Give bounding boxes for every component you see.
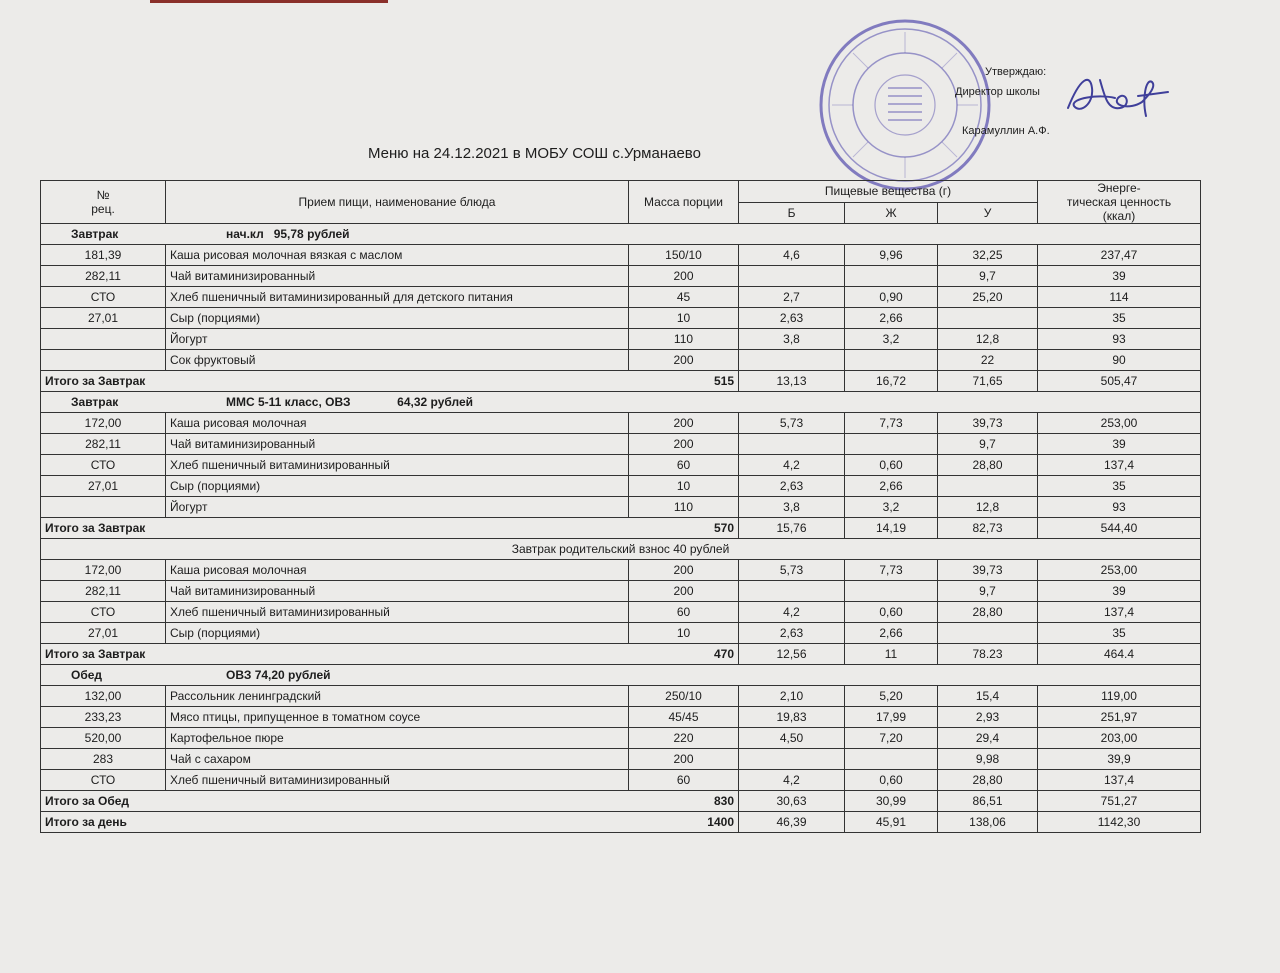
dish-fats: 3,2 [845,497,938,518]
dish-name: Хлеб пшеничный витаминизированный [166,455,629,476]
dish-mass: 200 [629,581,739,602]
dish-carbs: 39,73 [938,560,1038,581]
dish-row [41,560,1201,581]
dish-carbs: 12,8 [938,497,1038,518]
total-zh: 14,19 [845,518,938,539]
dish-fats: 0,60 [845,455,938,476]
dish-row [41,455,1201,476]
dish-proteins: 4,2 [739,602,845,623]
dish-kcal: 39 [1038,434,1201,455]
total-label-cell [41,812,739,833]
dish-carbs [938,308,1038,329]
dish-fats: 7,20 [845,728,938,749]
dish-row [41,434,1201,455]
dish-row [41,707,1201,728]
dish-recipe-num: 172,00 [41,413,166,434]
section-heading-row [41,224,1201,245]
dish-proteins: 5,73 [739,413,845,434]
dish-fats: 3,2 [845,329,938,350]
total-zh: 45,91 [845,812,938,833]
dish-row [41,308,1201,329]
dish-mass: 200 [629,749,739,770]
dish-fats: 2,66 [845,623,938,644]
dish-proteins: 3,8 [739,497,845,518]
dish-recipe-num: 27,01 [41,476,166,497]
dish-name: Чай витаминизированный [166,581,629,602]
total-u: 78.23 [938,644,1038,665]
section-info: ММС 5-11 класс, ОВЗ 64,32 рублей [226,395,474,409]
dish-fats [845,266,938,287]
dish-carbs: 12,8 [938,329,1038,350]
dish-recipe-num: 27,01 [41,308,166,329]
total-label: Итого за Обед [45,794,130,808]
dish-fats: 0,60 [845,602,938,623]
dish-name: Сыр (порциями) [166,476,629,497]
section-total-row [41,371,1201,392]
dish-fats: 0,60 [845,770,938,791]
header-mass: Масса порции [629,181,739,224]
dish-recipe-num: 132,00 [41,686,166,707]
header-u: У [938,202,1038,224]
page-title: Меню на 24.12.2021 в МОБУ СОШ с.Урманаево [368,145,701,162]
dish-kcal: 253,00 [1038,560,1201,581]
dish-proteins [739,581,845,602]
dish-kcal: 39 [1038,581,1201,602]
total-label-cell [41,644,739,665]
dish-recipe-num: 520,00 [41,728,166,749]
header-b: Б [739,202,845,224]
dish-row [41,476,1201,497]
header-zh: Ж [845,202,938,224]
section-heading-row [41,539,1201,560]
dish-recipe-num: СТО [41,455,166,476]
total-kcal: 544,40 [1038,518,1201,539]
dish-name: Каша рисовая молочная [166,560,629,581]
total-mass: 570 [713,521,734,535]
total-kcal: 751,27 [1038,791,1201,812]
dish-proteins [739,434,845,455]
total-u: 71,65 [938,371,1038,392]
dish-kcal: 237,47 [1038,245,1201,266]
dish-carbs: 9,7 [938,434,1038,455]
dish-carbs: 9,7 [938,266,1038,287]
dish-recipe-num: 283 [41,749,166,770]
total-u: 82,73 [938,518,1038,539]
dish-mass: 45 [629,287,739,308]
dish-name: Каша рисовая молочная вязкая с маслом [166,245,629,266]
dish-fats: 7,73 [845,413,938,434]
dish-proteins: 4,6 [739,245,845,266]
school-seal-stamp [818,18,993,193]
dish-recipe-num: 282,11 [41,266,166,287]
dish-name: Картофельное пюре [166,728,629,749]
top-edge-strip [150,0,388,3]
dish-mass: 200 [629,413,739,434]
dish-recipe-num: 282,11 [41,581,166,602]
dish-kcal: 35 [1038,308,1201,329]
dish-kcal: 203,00 [1038,728,1201,749]
section-meal: Обед [71,668,103,682]
dish-row [41,581,1201,602]
section-meal: Завтрак [71,395,119,409]
dish-recipe-num [41,497,166,518]
total-mass: 470 [713,647,734,661]
section-heading: Завтрак родительский взнос 40 рублей [41,539,1201,560]
dish-carbs [938,623,1038,644]
dish-proteins [739,749,845,770]
section-heading-row [41,392,1201,413]
dish-carbs: 39,73 [938,413,1038,434]
total-kcal: 464.4 [1038,644,1201,665]
dish-fats: 2,66 [845,308,938,329]
dish-row [41,770,1201,791]
dish-mass: 110 [629,497,739,518]
day-total-row [41,812,1201,833]
dish-kcal: 253,00 [1038,413,1201,434]
total-label-cell [41,371,739,392]
dish-name: Сыр (порциями) [166,623,629,644]
total-u: 86,51 [938,791,1038,812]
dish-kcal: 137,4 [1038,455,1201,476]
dish-recipe-num: 27,01 [41,623,166,644]
total-kcal: 505,47 [1038,371,1201,392]
dish-kcal: 251,97 [1038,707,1201,728]
dish-mass: 220 [629,728,739,749]
dish-proteins [739,266,845,287]
dish-carbs: 9,98 [938,749,1038,770]
dish-carbs: 9,7 [938,581,1038,602]
dish-mass: 10 [629,308,739,329]
dish-kcal: 119,00 [1038,686,1201,707]
section-total-row [41,518,1201,539]
section-total-row [41,644,1201,665]
total-b: 13,13 [739,371,845,392]
dish-name: Мясо птицы, припущенное в томатном соусе [166,707,629,728]
dish-proteins: 5,73 [739,560,845,581]
dish-kcal: 39,9 [1038,749,1201,770]
dish-kcal: 39 [1038,266,1201,287]
dish-proteins [739,350,845,371]
dish-kcal: 137,4 [1038,602,1201,623]
dish-carbs: 28,80 [938,770,1038,791]
dish-row [41,266,1201,287]
dish-row [41,623,1201,644]
dish-mass: 150/10 [629,245,739,266]
section-total-row [41,791,1201,812]
dish-carbs: 28,80 [938,455,1038,476]
dish-mass: 60 [629,770,739,791]
section-heading-cell [41,665,1201,686]
dish-row [41,245,1201,266]
dish-mass: 45/45 [629,707,739,728]
dish-proteins: 3,8 [739,329,845,350]
dish-name: Сыр (порциями) [166,308,629,329]
dish-recipe-num: 233,23 [41,707,166,728]
dish-proteins: 4,2 [739,770,845,791]
dish-carbs: 28,80 [938,602,1038,623]
dish-carbs: 32,25 [938,245,1038,266]
section-meal: Завтрак [71,227,119,241]
dish-fats [845,350,938,371]
dish-kcal: 35 [1038,623,1201,644]
dish-row [41,329,1201,350]
header-energy: Энерге- тическая ценность (ккал) [1038,181,1201,224]
total-b: 30,63 [739,791,845,812]
dish-recipe-num: СТО [41,287,166,308]
dish-name: Йогурт [166,329,629,350]
approve-label: Утверждаю: [985,66,1047,78]
director-signature [1060,68,1175,128]
dish-fats: 17,99 [845,707,938,728]
dish-carbs: 2,93 [938,707,1038,728]
dish-recipe-num: СТО [41,602,166,623]
dish-name: Йогурт [166,497,629,518]
dish-proteins: 2,7 [739,287,845,308]
dish-mass: 10 [629,476,739,497]
total-label: Итого за Завтрак [45,374,146,388]
dish-fats [845,749,938,770]
total-zh: 16,72 [845,371,938,392]
dish-mass: 60 [629,602,739,623]
total-label: Итого за день [45,815,127,829]
dish-mass: 250/10 [629,686,739,707]
dish-recipe-num: 181,39 [41,245,166,266]
total-label-cell [41,518,739,539]
dish-row [41,686,1201,707]
total-b: 12,56 [739,644,845,665]
director-name: Карамуллин А.Ф. [962,125,1050,137]
dish-name: Чай витаминизированный [166,434,629,455]
dish-carbs: 25,20 [938,287,1038,308]
dish-carbs: 15,4 [938,686,1038,707]
dish-proteins: 4,50 [739,728,845,749]
total-mass: 515 [713,374,734,388]
dish-mass: 200 [629,266,739,287]
section-heading-cell [41,392,1201,413]
dish-kcal: 93 [1038,329,1201,350]
dish-mass: 110 [629,329,739,350]
section-info: нач.кл 95,78 рублей [226,227,350,241]
dish-row [41,350,1201,371]
dish-recipe-num: 282,11 [41,434,166,455]
section-info: ОВЗ 74,20 рублей [226,668,331,682]
total-label: Итого за Завтрак [45,647,146,661]
header-row [41,181,1201,203]
total-label: Итого за Завтрак [45,521,146,535]
dish-name: Сок фруктовый [166,350,629,371]
dish-fats: 9,96 [845,245,938,266]
dish-name: Каша рисовая молочная [166,413,629,434]
dish-recipe-num: СТО [41,770,166,791]
dish-carbs: 22 [938,350,1038,371]
dish-fats: 2,66 [845,476,938,497]
total-mass: 830 [713,794,734,808]
total-zh: 11 [845,644,938,665]
dish-name: Хлеб пшеничный витаминизированный [166,770,629,791]
total-b: 46,39 [739,812,845,833]
dish-mass: 60 [629,455,739,476]
dish-mass: 200 [629,350,739,371]
dish-row [41,413,1201,434]
dish-proteins: 2,10 [739,686,845,707]
dish-proteins: 4,2 [739,455,845,476]
total-zh: 30,99 [845,791,938,812]
director-label: Директор школы [955,86,1040,98]
dish-row [41,287,1201,308]
dish-row [41,749,1201,770]
header-num: № рец. [41,181,166,224]
menu-table [40,180,1201,833]
total-u: 138,06 [938,812,1038,833]
dish-row [41,497,1201,518]
dish-mass: 200 [629,560,739,581]
dish-name: Чай витаминизированный [166,266,629,287]
total-mass: 1400 [707,815,734,829]
dish-fats [845,434,938,455]
header-nutrients: Пищевые вещества (г) [739,181,1038,203]
section-heading-cell [41,224,1201,245]
total-b: 15,76 [739,518,845,539]
dish-recipe-num [41,329,166,350]
dish-name: Чай с сахаром [166,749,629,770]
dish-proteins: 19,83 [739,707,845,728]
dish-fats: 5,20 [845,686,938,707]
header-name: Прием пищи, наименование блюда [166,181,629,224]
dish-row [41,602,1201,623]
dish-proteins: 2,63 [739,623,845,644]
dish-name: Рассольник ленинградский [166,686,629,707]
dish-mass: 10 [629,623,739,644]
dish-kcal: 90 [1038,350,1201,371]
dish-kcal: 114 [1038,287,1201,308]
dish-row [41,728,1201,749]
total-kcal: 1142,30 [1038,812,1201,833]
dish-kcal: 93 [1038,497,1201,518]
dish-fats: 7,73 [845,560,938,581]
dish-recipe-num: 172,00 [41,560,166,581]
dish-name: Хлеб пшеничный витаминизированный для детского питания [166,287,629,308]
dish-kcal: 137,4 [1038,770,1201,791]
dish-proteins: 2,63 [739,308,845,329]
dish-fats [845,581,938,602]
dish-name: Хлеб пшеничный витаминизированный [166,602,629,623]
total-label-cell [41,791,739,812]
dish-kcal: 35 [1038,476,1201,497]
dish-proteins: 2,63 [739,476,845,497]
dish-carbs: 29,4 [938,728,1038,749]
dish-recipe-num [41,350,166,371]
section-heading-row [41,665,1201,686]
dish-carbs [938,476,1038,497]
dish-fats: 0,90 [845,287,938,308]
dish-mass: 200 [629,434,739,455]
